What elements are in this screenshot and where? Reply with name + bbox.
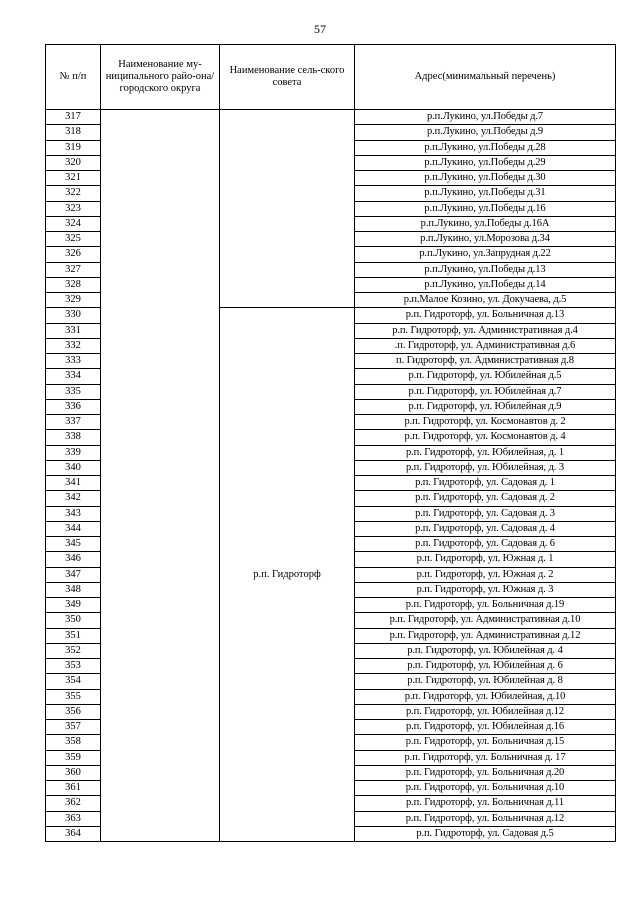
header-number: № п/п — [46, 45, 101, 110]
row-number: 364 — [46, 826, 101, 841]
row-address: р.п.Лукино, ул.Победы д.13 — [355, 262, 616, 277]
row-number: 351 — [46, 628, 101, 643]
row-address: р.п.Лукино, ул.Победы д.9 — [355, 125, 616, 140]
row-address: р.п. Гидроторф, ул. Юбилейная д.9 — [355, 399, 616, 414]
row-address: р.п. Гидроторф, ул. Юбилейная д.16 — [355, 720, 616, 735]
row-address: р.п. Гидроторф, ул. Административная д.10 — [355, 613, 616, 628]
row-number: 360 — [46, 765, 101, 780]
row-number: 346 — [46, 552, 101, 567]
row-number: 363 — [46, 811, 101, 826]
row-address: р.п. Гидроторф, ул. Садовая д. 4 — [355, 521, 616, 536]
row-number: 342 — [46, 491, 101, 506]
table-row — [46, 110, 616, 125]
row-address: р.п. Гидроторф, ул. Юбилейная д.5 — [355, 369, 616, 384]
row-number: 347 — [46, 567, 101, 582]
row-address: р.п.Лукино, ул.Победы д.16А — [355, 216, 616, 231]
row-number: 345 — [46, 537, 101, 552]
row-number: 352 — [46, 643, 101, 658]
row-number: 354 — [46, 674, 101, 689]
row-number: 353 — [46, 659, 101, 674]
district-cell — [101, 110, 220, 842]
row-address: р.п.Лукино, ул.Морозова д.34 — [355, 232, 616, 247]
page-number: 57 — [314, 22, 326, 36]
table-body — [46, 110, 616, 842]
row-address: р.п.Лукино, ул.Победы д.30 — [355, 171, 616, 186]
row-address: р.п.Лукино, ул.Запрудная д.22 — [355, 247, 616, 262]
row-address: р.п. Гидроторф, ул. Южная д. 1 — [355, 552, 616, 567]
row-address: р.п. Гидроторф, ул. Садовая д.5 — [355, 826, 616, 841]
row-address: р.п. Гидроторф, ул. Садовая д. 1 — [355, 476, 616, 491]
row-number: 329 — [46, 293, 101, 308]
row-address: р.п. Гидроторф, ул. Юбилейная д.12 — [355, 704, 616, 719]
row-number: 358 — [46, 735, 101, 750]
row-address: р.п.Лукино, ул.Победы д.16 — [355, 201, 616, 216]
row-number: 335 — [46, 384, 101, 399]
row-number: 341 — [46, 476, 101, 491]
row-address: р.п. Гидроторф, ул. Садовая д. 2 — [355, 491, 616, 506]
row-address: р.п. Гидроторф, ул. Больничная д.15 — [355, 735, 616, 750]
row-number: 344 — [46, 521, 101, 536]
row-number: 350 — [46, 613, 101, 628]
row-address: р.п. Гидроторф, ул. Садовая д. 3 — [355, 506, 616, 521]
row-number: 337 — [46, 415, 101, 430]
row-number: 355 — [46, 689, 101, 704]
row-address: р.п.Лукино, ул.Победы д.7 — [355, 110, 616, 125]
row-address: р.п.Малое Козино, ул. Докучаева, д.5 — [355, 293, 616, 308]
row-address: р.п. Гидроторф, ул. Юбилейная, д. 3 — [355, 460, 616, 475]
row-number: 318 — [46, 125, 101, 140]
row-number: 330 — [46, 308, 101, 323]
row-number: 361 — [46, 781, 101, 796]
row-address: р.п. Гидроторф, ул. Больничная д. 17 — [355, 750, 616, 765]
row-address: р.п.Лукино, ул.Победы д.28 — [355, 140, 616, 155]
row-address: р.п. Гидроторф, ул. Юбилейная, д. 1 — [355, 445, 616, 460]
row-address: р.п. Гидроторф, ул. Больничная д.20 — [355, 765, 616, 780]
row-address: р.п.Лукино, ул.Победы д.31 — [355, 186, 616, 201]
header-council: Наименование сель-ского совета — [220, 45, 355, 110]
row-number: 359 — [46, 750, 101, 765]
row-number: 349 — [46, 598, 101, 613]
row-address: р.п. Гидроторф, ул. Административная д.12 — [355, 628, 616, 643]
row-address: р.п. Гидроторф, ул. Юбилейная д. 4 — [355, 643, 616, 658]
row-number: 331 — [46, 323, 101, 338]
row-number: 340 — [46, 460, 101, 475]
row-address: р.п. Гидроторф, ул. Больничная д.10 — [355, 781, 616, 796]
address-table — [45, 44, 616, 842]
header-district: Наименование му-ниципального райо-она/ городского округа — [101, 45, 220, 110]
row-number: 324 — [46, 216, 101, 231]
row-number: 325 — [46, 232, 101, 247]
row-address: п. Гидроторф, ул. Административная д.8 — [355, 354, 616, 369]
row-number: 323 — [46, 201, 101, 216]
row-address: р.п. Гидроторф, ул. Административная д.4 — [355, 323, 616, 338]
row-number: 322 — [46, 186, 101, 201]
row-address: р.п. Гидроторф, ул. Юбилейная д. 8 — [355, 674, 616, 689]
row-number: 328 — [46, 277, 101, 292]
row-number: 357 — [46, 720, 101, 735]
row-number: 320 — [46, 155, 101, 170]
row-address: р.п.Лукино, ул.Победы д.29 — [355, 155, 616, 170]
row-number: 356 — [46, 704, 101, 719]
row-address: р.п. Гидроторф, ул. Южная д. 3 — [355, 582, 616, 597]
row-number: 321 — [46, 171, 101, 186]
row-number: 343 — [46, 506, 101, 521]
header-address: Адрес(минимальный перечень) — [355, 45, 616, 110]
row-number: 334 — [46, 369, 101, 384]
row-number: 326 — [46, 247, 101, 262]
row-address: р.п. Гидроторф, ул. Больничная д.19 — [355, 598, 616, 613]
row-address: р.п. Гидроторф, ул. Больничная д.12 — [355, 811, 616, 826]
row-number: 336 — [46, 399, 101, 414]
row-address: р.п. Гидроторф, ул. Юбилейная д. 6 — [355, 659, 616, 674]
header-row — [46, 45, 616, 110]
row-address: р.п. Гидроторф, ул. Больничная д.11 — [355, 796, 616, 811]
row-address: р.п. Гидроторф, ул. Космонавтов д. 2 — [355, 415, 616, 430]
row-number: 327 — [46, 262, 101, 277]
row-address: р.п.Лукино, ул.Победы д.14 — [355, 277, 616, 292]
row-number: 332 — [46, 338, 101, 353]
row-address: р.п. Гидроторф, ул. Космонавтов д. 4 — [355, 430, 616, 445]
row-number: 348 — [46, 582, 101, 597]
row-address: р.п. Гидроторф, ул. Садовая д. 6 — [355, 537, 616, 552]
council-cell: р.п. Гидроторф — [220, 308, 355, 842]
row-address: р.п. Гидроторф, ул. Юбилейная, д.10 — [355, 689, 616, 704]
row-number: 362 — [46, 796, 101, 811]
row-address: р.п. Гидроторф, ул. Юбилейная д.7 — [355, 384, 616, 399]
row-number: 317 — [46, 110, 101, 125]
row-address: .п. Гидроторф, ул. Административная д.6 — [355, 338, 616, 353]
row-number: 319 — [46, 140, 101, 155]
row-address: р.п. Гидроторф, ул. Южная д. 2 — [355, 567, 616, 582]
council-cell — [220, 110, 355, 308]
row-address: р.п. Гидроторф, ул. Больничная д.13 — [355, 308, 616, 323]
row-number: 338 — [46, 430, 101, 445]
row-number: 333 — [46, 354, 101, 369]
row-number: 339 — [46, 445, 101, 460]
